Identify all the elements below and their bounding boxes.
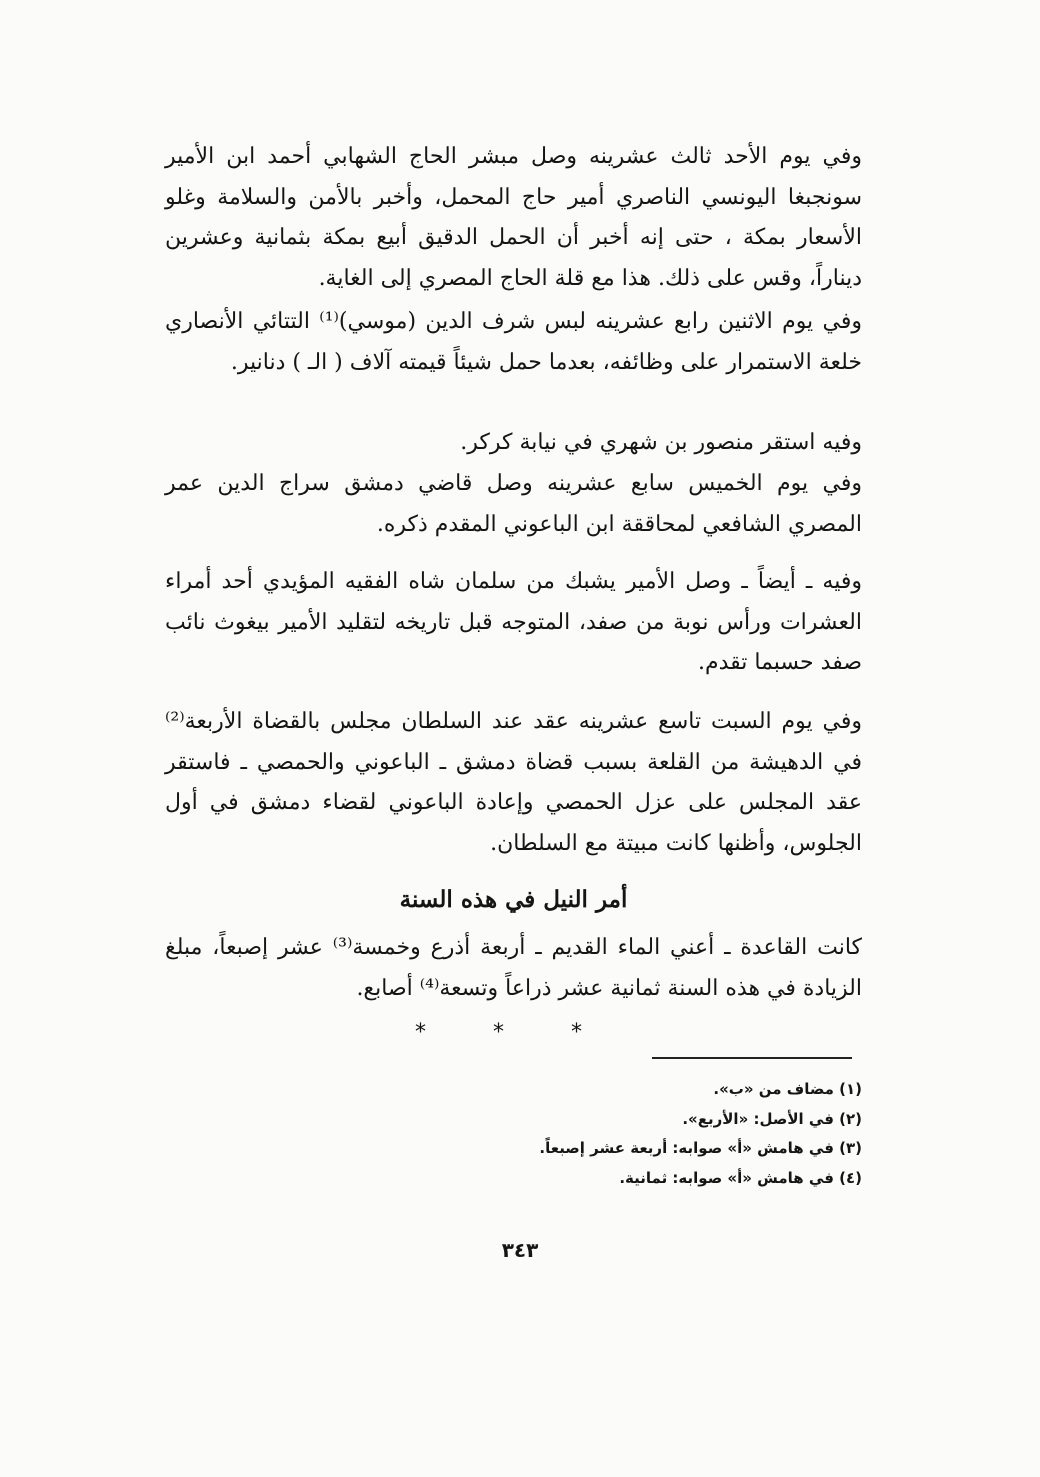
footnote-2: (٢) في الأصل: «الأربع». (682, 1109, 862, 1128)
footnote-1: (١) مضاف من «ب». (713, 1080, 862, 1098)
section-heading: أمر النيل في هذه السنة (399, 886, 628, 913)
paragraph-6: وفي يوم السبت تاسع عشرينه عقد عند السلطان مجلس بالقضاة الأربعة⁽²⁾ في الدهيشة من القلعة بسبب قضاة دمشق ـ الباعوني والحمصي ـ فاستقر عقد المجلس على عزل الحمصي وإعادة الباعوني لقضاء دمشق في أول الجلوس، وأظنها كانت مبيتة مع السلطان. (165, 709, 862, 856)
footnote-4: (٤) في هامش «أ» صوابه: ثمانية. (619, 1168, 862, 1187)
paragraph-4: وفي يوم الخميس سابع عشرينه وصل قاضي دمشق سراج الدين عمر المصري الشافعي لمحاققة ابن الباعوني المقدم ذكره. (165, 471, 862, 537)
paragraph-3: وفيه استقر منصور بن شهري في نيابة كركر. (460, 430, 862, 455)
paragraph-2: وفي يوم الاثنين رابع عشرينه لبس شرف الدين (موسي)⁽¹⁾ التتائي الأنصاري خلعة الاستمرار على وظائفه، بعدما حمل شيئاً قيمته آلاف ( الـ ) دنانير. (165, 309, 862, 375)
footnote-3: (٣) في هامش «أ» صوابه: أربعة عشر إصبعاً. (539, 1139, 862, 1157)
asterism-separator: * * * (415, 1020, 612, 1045)
footnotes-list (300, 1075, 862, 1193)
paragraph-1: وفي يوم الأحد ثالث عشرينه وصل مبشر الحاج الشهابي أحمد ابن الأمير سونجبغا اليونسي الناصري أمير حاج المحمل، وأخبر بالأمن والسلامة وغلو الأسعار بمكة ، حتى إنه أخبر أن الحمل الدقيق أبيع بمكة بثمانية وعشرين ديناراً، وقس على ذلك. هذا مع قلة الحاج المصري إلى الغاية. (165, 144, 862, 291)
footnote-divider (652, 1057, 852, 1059)
page-number: ٣٤٣ (501, 1238, 539, 1262)
paragraph-5: وفيه ـ أيضاً ـ وصل الأمير يشبك من سلمان شاه الفقيه المؤيدي أحد أمراء العشرات ورأس نوبة من صفد، المتوجه قبل تاريخه لتقليد الأمير بيغوث نائب صفد حسبما تقدم. (165, 569, 862, 675)
section-paragraph: كانت القاعدة ـ أعني الماء القديم ـ أربعة أذرع وخمسة⁽³⁾ عشر إصبعاً، مبلغ الزيادة في هذه السنة ثمانية عشر ذراعاً وتسعة⁽⁴⁾ أصابع. (165, 935, 863, 1001)
